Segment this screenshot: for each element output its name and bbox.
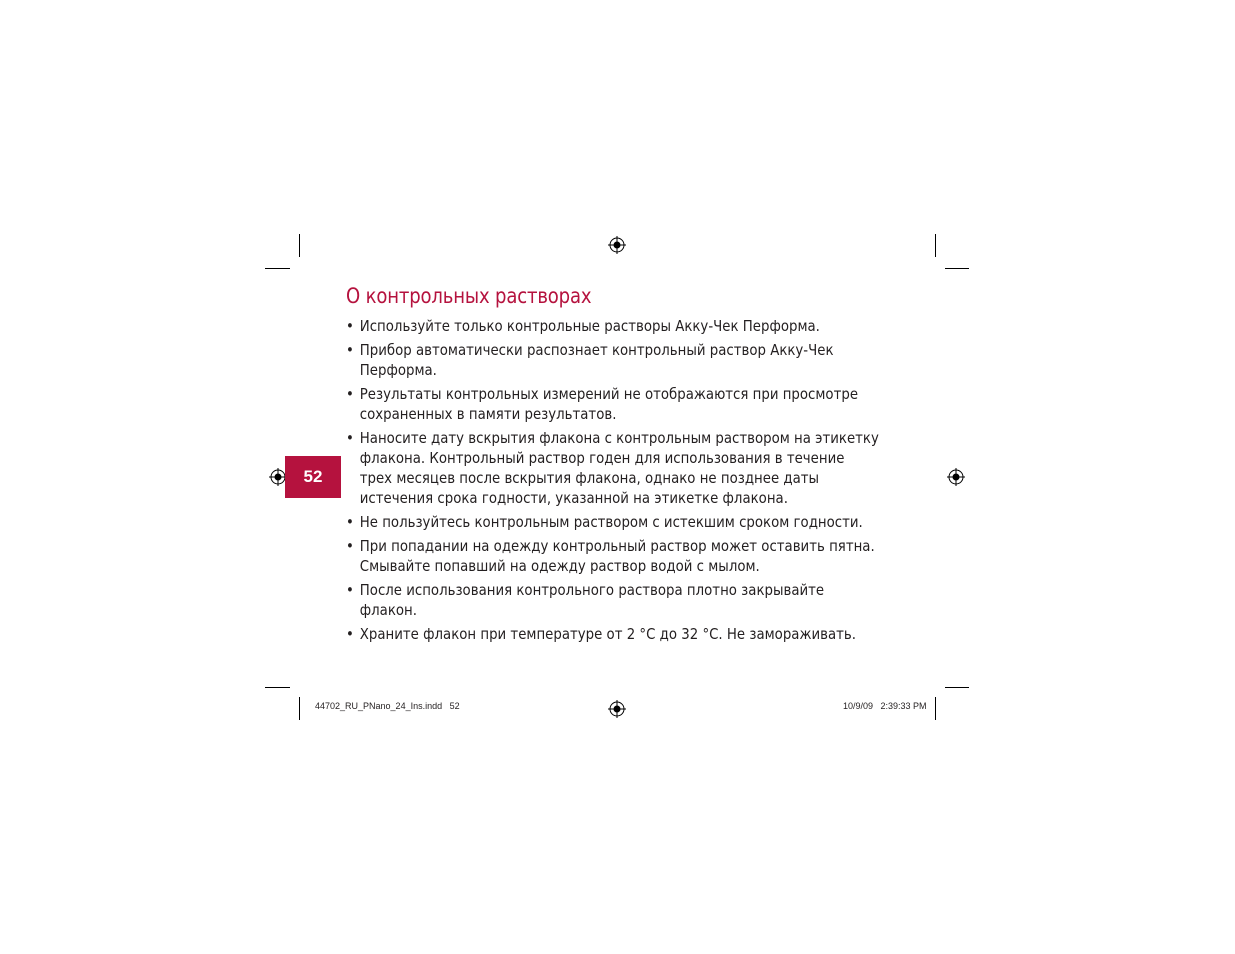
crop-mark-top-right-horizontal [945,268,969,269]
crop-mark-bottom-right-vertical [935,697,936,720]
crop-mark-top-left-horizontal [265,268,290,269]
list-item: • Прибор автоматически распознает контрольный раствор Акку-Чек Перформа. [346,340,879,380]
registration-mark-icon [947,468,965,486]
page-number-tab [285,456,341,498]
crop-mark-top-right-vertical [935,234,936,257]
list-item: • Результаты контрольных измерений не отображаются при просмотре сохраненных в памяти результатов. [346,384,879,424]
list-item: • При попадании на одежду контрольный раствор может оставить пятна. Смывайте попавший на одежду раствор водой с мылом. [346,536,879,576]
slug-datetime: 10/9/09 2:39:33 PM [843,701,927,711]
list-item: • Храните флакон при температуре от 2 °C до 32 °C. Не замораживать. [346,624,879,644]
page-title: О контрольных растворах [346,284,592,308]
crop-mark-bottom-right-horizontal [945,687,969,688]
crop-mark-top-left-vertical [299,234,300,257]
list-item: • После использования контрольного раствора плотно закрывайте флакон. [346,580,879,620]
page-number: 52 [303,467,323,486]
slug-file-name: 44702_RU_PNano_24_Ins.indd 52 [315,701,460,711]
registration-mark-icon [608,700,626,718]
registration-mark-icon [608,236,626,254]
crop-mark-bottom-left-vertical [299,697,300,720]
bullet-list [346,316,879,648]
list-item: • Используйте только контрольные растворы Акку-Чек Перформа. [346,316,879,336]
list-item: • Не пользуйтесь контрольным раствором с истекшим сроком годности. [346,512,879,532]
list-item: • Наносите дату вскрытия флакона с контрольным раствором на этикетку флакона. Контрольный раствор годен для использования в течение трех месяцев после вскрытия флакона, однако не позднее даты истечения срока годности, указанной на этикетке флакона. [346,428,879,508]
crop-mark-bottom-left-horizontal [265,687,290,688]
